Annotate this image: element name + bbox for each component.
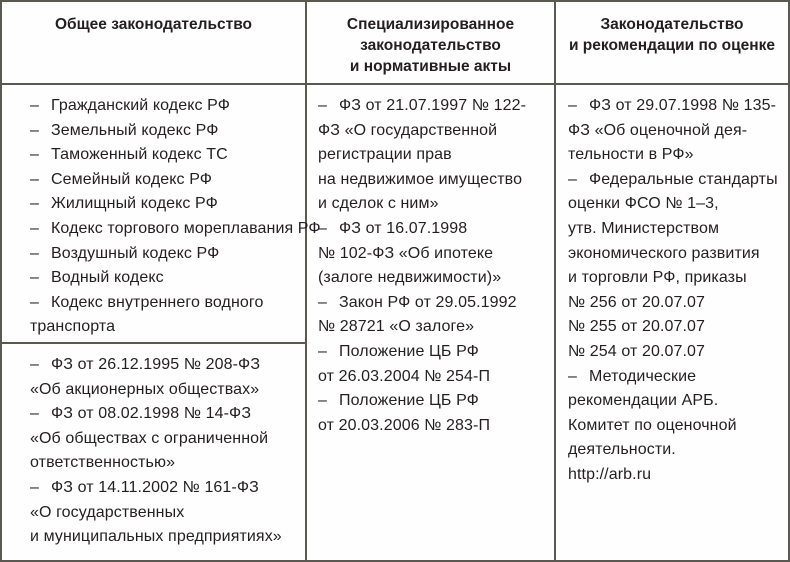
- dash-bullet: –: [30, 293, 39, 311]
- list-item: [568, 168, 778, 365]
- list-item-line: № 28721 «О залоге»: [318, 318, 475, 336]
- dash-bullet: –: [30, 405, 39, 423]
- list-item-line: [568, 94, 778, 119]
- dash-bullet: –: [30, 244, 39, 262]
- list-item-line: транспорта: [30, 318, 116, 336]
- list-item-line: (залоге недвижимости)»: [318, 269, 502, 287]
- list-item: [568, 94, 778, 168]
- list-item-line: [30, 143, 321, 168]
- dash-bullet: –: [30, 356, 39, 373]
- item-text: Водный кодекс: [51, 269, 164, 287]
- dash-bullet: –: [30, 195, 39, 213]
- header-valuation: [556, 2, 788, 84]
- list-item-line: деятельности.: [568, 441, 676, 459]
- list-item-line: [318, 340, 526, 365]
- list-item: [30, 266, 321, 291]
- list-item-line: [30, 266, 321, 291]
- item-text: Кодекс торгового мореплавания РФ: [51, 219, 321, 237]
- list-item-line: № 256 от 20.07.07: [568, 293, 706, 311]
- dash-bullet: –: [30, 478, 39, 496]
- dash-bullet: –: [318, 293, 327, 311]
- list-item-line: [30, 242, 321, 267]
- list-item-line: [30, 168, 321, 193]
- specialized-list: [318, 94, 526, 438]
- dash-bullet: –: [30, 97, 39, 114]
- list-item: [30, 242, 321, 267]
- list-item-line: № 255 от 20.07.07: [568, 318, 706, 336]
- header-general: [2, 2, 305, 84]
- list-item-line: [568, 168, 778, 193]
- list-item-line: [30, 353, 282, 378]
- header-line: Общее законодательство: [54, 16, 253, 33]
- list-item: [30, 94, 321, 119]
- list-item-line: регистрации прав: [318, 146, 452, 164]
- item-text: Положение ЦБ РФ: [339, 342, 479, 360]
- item-text: ФЗ от 26.12.1995 № 208-ФЗ: [51, 356, 261, 373]
- list-item-line: на недвижимое имущество: [318, 170, 523, 188]
- list-item-line: [318, 291, 526, 316]
- list-item-line: и сделок с ним»: [318, 195, 439, 213]
- item-text: ФЗ от 14.11.2002 № 161-ФЗ: [51, 478, 259, 496]
- list-item: [30, 353, 282, 402]
- item-text: ФЗ от 29.07.1998 № 135-: [589, 97, 777, 114]
- list-item-line: ФЗ «О государственной: [318, 121, 498, 139]
- item-text: Таможенный кодекс ТС: [51, 146, 228, 164]
- list-item-line: № 102-ФЗ «Об ипотеке: [318, 244, 494, 262]
- list-item-line: оценки ФСО № 1–3,: [568, 195, 719, 213]
- list-item-line: [30, 94, 321, 119]
- list-item-line: Комитет по оценочной: [568, 416, 737, 434]
- item-text: ФЗ от 21.07.1997 № 122-: [339, 97, 527, 114]
- list-item: [318, 291, 526, 340]
- dash-bullet: –: [318, 219, 327, 237]
- item-text: ФЗ от 08.02.1998 № 14-ФЗ: [51, 405, 252, 423]
- list-item: [318, 340, 526, 389]
- dash-bullet: –: [568, 367, 577, 385]
- list-item-line: и муниципальных предприятиях»: [30, 528, 282, 546]
- list-item-line: тельности в РФ»: [568, 146, 694, 164]
- list-item-line: [318, 94, 527, 119]
- dash-bullet: –: [568, 170, 577, 188]
- list-item-line: http://arb.ru: [568, 465, 652, 483]
- list-item-line: [30, 476, 282, 501]
- item-text: Методические: [589, 367, 697, 385]
- general-codes-list: [30, 94, 321, 340]
- list-item: [30, 192, 321, 217]
- dash-bullet: –: [30, 170, 39, 188]
- list-item-line: ФЗ «Об оценочной дея-: [568, 121, 748, 139]
- list-item: [568, 365, 778, 488]
- list-item: [318, 389, 526, 438]
- item-text: Семейный кодекс РФ: [51, 170, 213, 188]
- list-item: [30, 119, 321, 144]
- dash-bullet: –: [30, 269, 39, 287]
- header-line: и нормативные акты: [349, 58, 512, 75]
- dash-bullet: –: [30, 146, 39, 164]
- list-item-line: и торговли РФ, приказы: [568, 269, 747, 287]
- list-item-line: [318, 389, 526, 414]
- dash-bullet: –: [318, 342, 327, 360]
- valuation-list: [568, 94, 778, 488]
- section-divider: [2, 342, 306, 344]
- list-item: [30, 476, 282, 550]
- item-text: Жилищный кодекс РФ: [51, 195, 218, 213]
- list-item-line: от 20.03.2006 № 283-П: [318, 416, 491, 434]
- header-line: Законодательство: [600, 16, 744, 33]
- list-item-line: утв. Министерством: [568, 219, 720, 237]
- list-item: [30, 168, 321, 193]
- dash-bullet: –: [30, 121, 39, 139]
- general-laws-list: [30, 353, 282, 550]
- dash-bullet: –: [568, 97, 577, 114]
- item-text: Кодекс внутреннего водного: [51, 293, 264, 311]
- item-text: Гражданский кодекс РФ: [51, 97, 230, 114]
- list-item: [318, 217, 526, 291]
- item-text: Земельный кодекс РФ: [51, 121, 219, 139]
- list-item-line: [30, 402, 282, 427]
- list-item-line: от 26.03.2004 № 254-П: [318, 367, 491, 385]
- header-line: законодательство: [360, 37, 501, 54]
- list-item-line: [30, 192, 321, 217]
- dash-bullet: –: [30, 219, 39, 237]
- list-item-line: [318, 217, 526, 242]
- item-text: Положение ЦБ РФ: [339, 392, 479, 410]
- list-item-line: ответственностью»: [30, 454, 176, 472]
- list-item-line: «Об обществах с ограниченной: [30, 429, 269, 447]
- list-item-line: «Об акционерных обществах»: [30, 380, 260, 398]
- item-text: Федеральные стандарты: [589, 170, 778, 188]
- list-item-line: «О государственных: [30, 503, 185, 521]
- list-item: [30, 143, 321, 168]
- list-item: [30, 217, 321, 242]
- header-line: и рекомендации по оценке: [568, 37, 776, 54]
- list-item-line: [30, 217, 321, 242]
- list-item-line: экономического развития: [568, 244, 760, 262]
- dash-bullet: –: [318, 392, 327, 410]
- list-item-line: № 254 от 20.07.07: [568, 342, 706, 360]
- list-item-line: [568, 365, 778, 390]
- list-item-line: [30, 119, 321, 144]
- list-item: [318, 94, 526, 217]
- list-item-line: [30, 291, 321, 316]
- list-item: [30, 291, 321, 340]
- column-divider: [554, 2, 556, 560]
- list-item: [30, 402, 282, 476]
- item-text: ФЗ от 16.07.1998: [339, 219, 468, 237]
- header-line: Специализированное: [346, 16, 515, 33]
- header-specialized: [307, 2, 554, 84]
- item-text: Воздушный кодекс РФ: [51, 244, 220, 262]
- list-item-line: рекомендации АРБ.: [568, 392, 719, 410]
- dash-bullet: –: [318, 97, 327, 114]
- item-text: Закон РФ от 29.05.1992: [339, 293, 517, 311]
